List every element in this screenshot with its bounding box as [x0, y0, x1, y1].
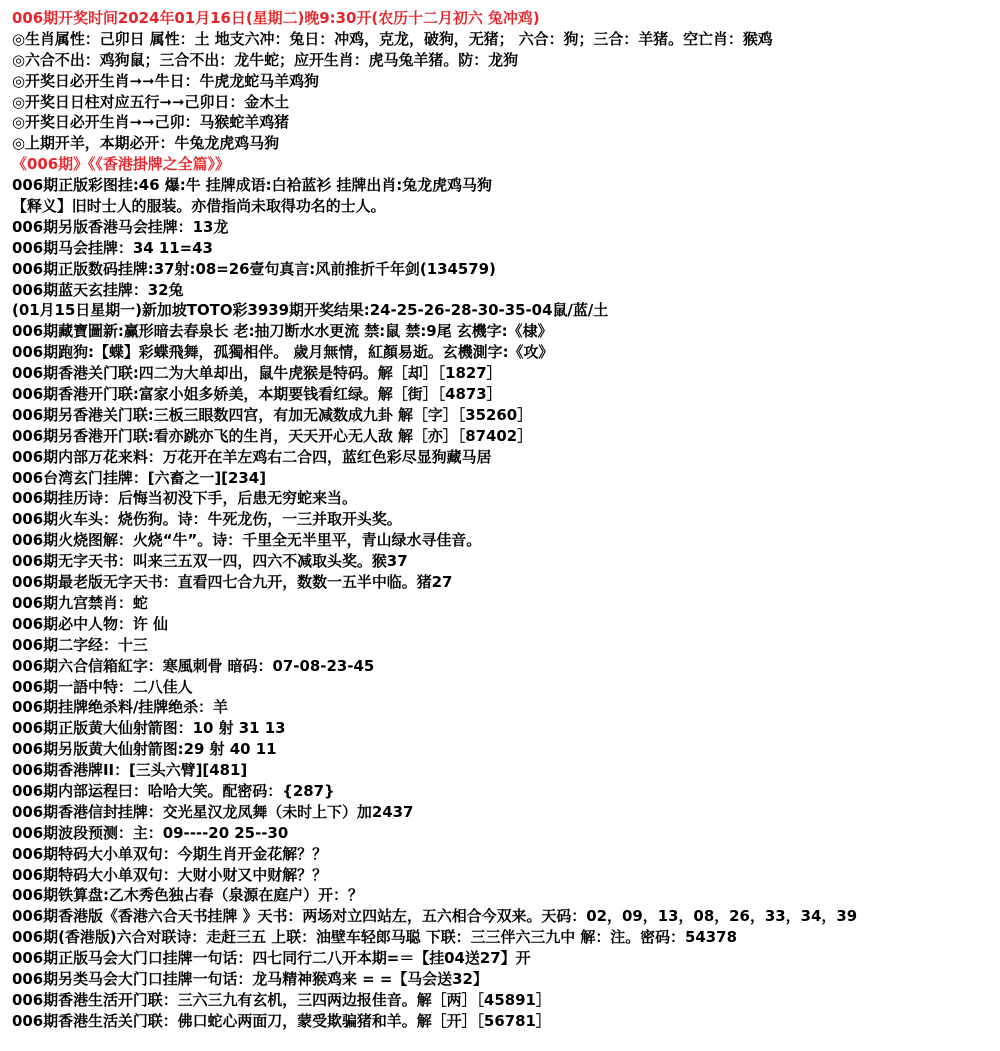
text-line: 006期挂牌绝杀料/挂牌绝杀：羊 — [12, 698, 228, 717]
text-line: 006期正版马会大门口挂牌一句话：四七同行二八开本期=＝【挂04送27】开 — [12, 949, 531, 968]
text-line: 006期香港生活开门联：三六三九有玄机，三四两边报佳音。解［两］［45891］ — [12, 990, 551, 1009]
text-line: 006期另版黄大仙射箭图:29 射 40 11 — [12, 740, 277, 759]
text-line: 006期最老版无字天书：直看四七合九开，数数一五半中临。猪27 — [12, 573, 453, 592]
text-line: 006期挂历诗：后悔当初没下手，后患无穷蛇来当。 — [12, 489, 357, 508]
text-line: 006期香港版《香港六合天书挂牌 》天书：两场对立四站左，五六相合今双来。天码：02，09，13，08，26，33，34，39 — [12, 907, 858, 926]
text-line: 006期正版彩图挂:46 爆:牛 挂牌成语:白袷蓝衫 挂牌出肖:兔龙虎鸡马狗 — [12, 176, 492, 195]
text-line: 006期无字天书：叫来三五双一四，四六不减取头奖。猴37 — [12, 552, 408, 571]
text-line: (01月15日星期一)新加坡TOTO彩3939期开奖结果:24-25-26-28-30-35-04鼠/蓝/土 — [12, 301, 609, 320]
text-line: 006期一語中特：二八佳人 — [12, 677, 193, 696]
text-line: 006期波段预测：主：09----20 25--30 — [12, 823, 289, 842]
text-line: 【释义】旧时士人的服装。亦借指尚未取得功名的士人。 — [12, 197, 386, 216]
text-line: 006期蓝天玄挂牌：32兔 — [12, 280, 184, 299]
text-line: 006期正版黄大仙射箭图：10 射 31 13 — [12, 719, 286, 738]
text-line: ◎生肖属性：己卯日 属性：土 地支六冲：兔日：冲鸡，克龙，破狗，无猪； 六合：狗；三合：羊猪。空亡肖：猴鸡 — [12, 29, 773, 48]
text-line: 006期跑狗:【蝶】彩蝶飛舞，孤獨相伴。 歲月無情，紅顏易逝。玄機測字:《攻》 — [12, 343, 554, 362]
draw-time-header: 006期开奖时间2024年01月16日(星期二)晚9:30开(农历十二月初六 兔冲鸡) — [12, 9, 540, 27]
text-line: 006期香港关门联:四二为大单却出，鼠牛虎猴是特码。解［却］［1827］ — [12, 364, 502, 383]
text-line: 006期另香港关门联:三板三眼数四宫，有加无减数成九卦 解［字］［35260］ — [12, 405, 533, 424]
text-line: 006期香港信封挂牌：交光星汉龙凤舞（未时上下）加2437 — [12, 802, 414, 821]
section-title: 《006期》《《香港掛牌之全篇》》 — [12, 155, 230, 174]
text-line: 006期另类马会大门口挂牌一句话：龙马精神猴鸡来 = =【马会送32】 — [12, 969, 488, 988]
text-line: 006期特码大小单双句：大财小财又中财解？？ — [12, 865, 328, 884]
text-line: ◎开奖日必开生肖➞➞牛日：牛虎龙蛇马羊鸡狗 — [12, 71, 320, 90]
text-line: 006期内部万花来料：万花开在羊左鸡右二合四，蓝红色彩尽显狗藏马居 — [12, 447, 492, 466]
text-line: 006期九宫禁肖：蛇 — [12, 593, 148, 612]
text-line: 006期特码大小单双句：今期生肖开金花解？？ — [12, 844, 328, 863]
text-line: 006期香港生活关门联：佛口蛇心两面刀，蒙受欺骗猪和羊。解［开］［56781］ — [12, 1011, 551, 1030]
text-line: 006期马会挂牌：34 11=43 — [12, 238, 213, 257]
text-line: 006期必中人物：许 仙 — [12, 614, 168, 633]
text-line: ◎开奖日必开生肖➞➞己卯：马猴蛇羊鸡猪 — [12, 113, 290, 132]
text-line: 006期火车头：烧伤狗。诗：牛死龙伤，一三并取开头奖。 — [12, 510, 402, 529]
text-line: 006期另版香港马会挂牌：13龙 — [12, 217, 229, 236]
text-line: 006期香港牌II：[三头六臂][481] — [12, 761, 248, 780]
text-line: 006台湾玄门挂牌：[六畜之一][234] — [12, 468, 267, 487]
text-line: 006期正版数码挂牌:37射:08=26壹句真言:风前推折千年剑(134579) — [12, 259, 496, 278]
text-line: 006期藏寶圖新:赢形暗去春泉长 老:抽刀断水水更流 禁:鼠 禁:9尾 玄機字:《棣》 — [12, 322, 553, 341]
text-line: 006期香港开门联:富家小姐多娇美，本期要钱看红绿。解［街］［4873］ — [12, 385, 502, 404]
text-line: 006期二字经：十三 — [12, 635, 148, 654]
text-line: 006期内部运程曰：哈哈大笑。配密码：{287} — [12, 781, 335, 800]
text-line: 006期火烧图解：火烧“牛”。诗：千里全无半里平，青山绿水寻佳音。 — [12, 531, 482, 550]
text-line: ◎六合不出：鸡狗鼠；三合不出：龙牛蛇；应开生肖：虎马兔羊猪。防：龙狗 — [12, 50, 519, 69]
text-line: 006期(香港版)六合对联诗：走赶三五 上联：油壁车轻郎马聪 下联：三三伴六三九中 解：注。密码：54378 — [12, 928, 737, 947]
text-line: ◎开奖日日柱对应五行➞➞己卯日：金木土 — [12, 92, 290, 111]
text-line: 006期另香港开门联:看亦跳亦飞的生肖，天天开心无人敌 解［亦］［87402］ — [12, 426, 533, 445]
text-line: 006期铁算盘:乙木秀色独占春（泉源在庭户）开：？ — [12, 886, 363, 905]
text-line: ◎上期开羊，本期必开：牛兔龙虎鸡马狗 — [12, 134, 280, 153]
text-line: 006期六合信箱紅字：寒風刺骨 暗码：07-08-23-45 — [12, 656, 375, 675]
